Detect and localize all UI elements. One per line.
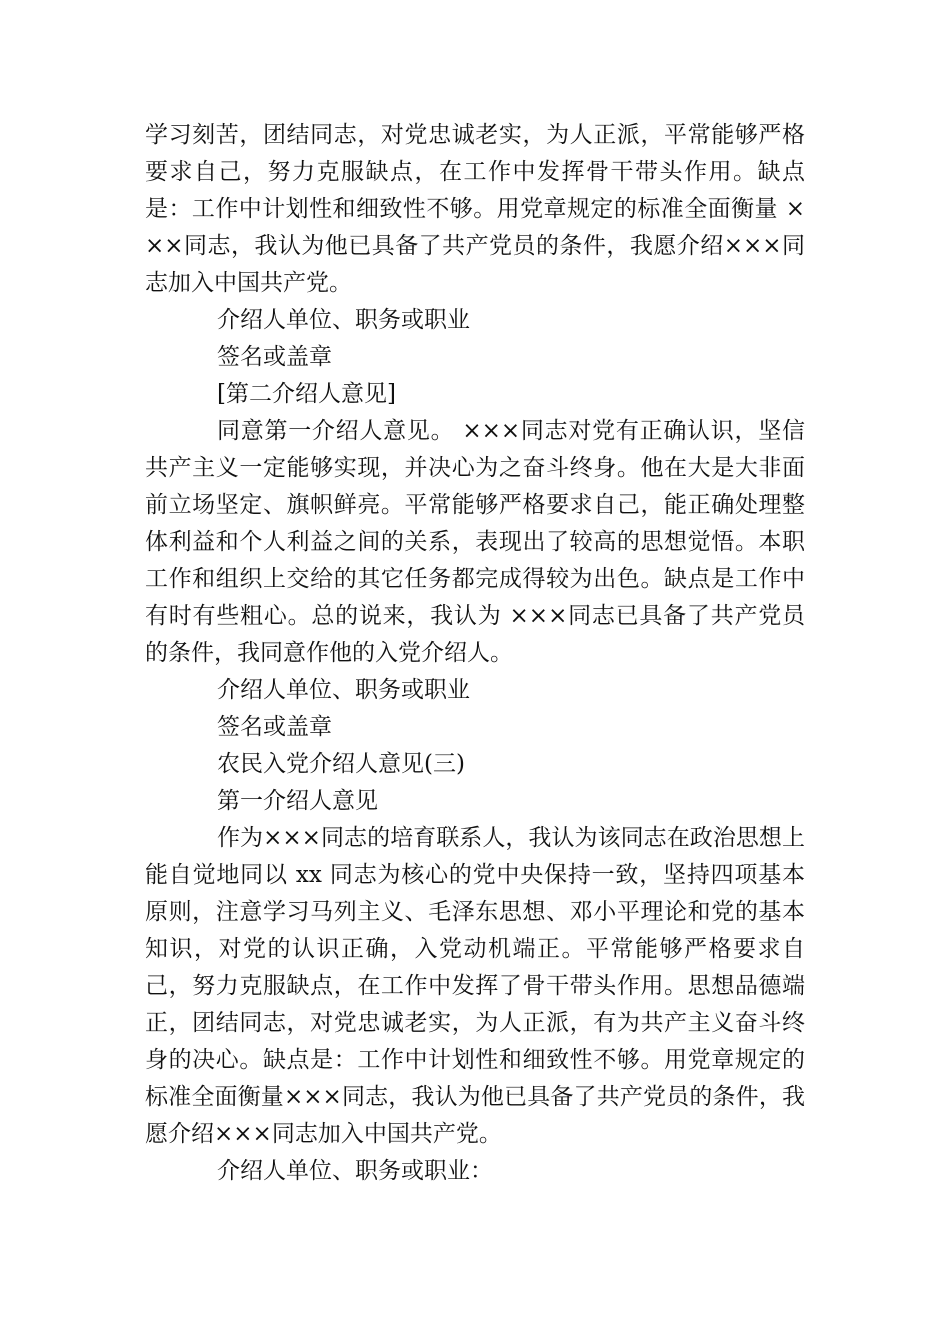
signature-label: 签名或盖章 [217, 714, 332, 740]
introducer-unit-label: 介绍人单位、职务或职业 [217, 677, 470, 703]
section-heading-second-introducer: [第二介绍人意见] [217, 381, 396, 407]
introducer-unit-label: 介绍人单位、职务或职业： [217, 1158, 493, 1184]
section-heading-first-introducer: 第一介绍人意见 [217, 788, 378, 814]
paragraph-first-introducer-opinion: 作为×××同志的培育联系人，我认为该同志在政治思想上能自觉地同以 xx 同志为核心的党中央保持一致，坚持四项基本原则，注意学习马列主义、毛泽东思想、邓小平理论和党的基本知识，对党的认识正确，入党动机端正。平常能够严格要求自己，努力克服缺点，在工作中发挥了骨干带头作用。思想品德端正，团结同志，对党忠诚老实，为人正派，有为共产主义奋斗终身的决心。缺点是：工作中计划性和细致性不够。用党章规定的标准全面衡量×××同志，我认为他已具备了共产党员的条件，我愿介绍×××同志加入中国共产党。 [145, 825, 805, 1147]
document-body [145, 117, 805, 1190]
paragraph-first-introducer-opinion-continued: 学习刻苦，团结同志，对党忠诚老实，为人正派，平常能够严格要求自己，努力克服缺点，在工作中发挥骨干带头作用。缺点是：工作中计划性和细致性不够。用党章规定的标准全面衡量 ×××同志，我认为他已具备了共产党员的条件，我愿介绍×××同志加入中国共产党。 [145, 122, 805, 296]
section-heading-farmer-opinion-3: 农民入党介绍人意见(三) [217, 751, 465, 777]
introducer-unit-label: 介绍人单位、职务或职业 [217, 307, 470, 333]
paragraph-second-introducer-opinion: 同意第一介绍人意见。 ×××同志对党有正确认识，坚信共产主义一定能够实现，并决心为之奋斗终身。他在大是大非面前立场坚定、旗帜鲜亮。平常能够严格要求自己，能正确处理整体利益和个人利益之间的关系，表现出了较高的思想觉悟。本职工作和组织上交给的其它任务都完成得较为出色。缺点是工作中有时有些粗心。总的说来，我认为 ×××同志已具备了共产党员的条件，我同意作他的入党介绍人。 [145, 418, 805, 666]
signature-label: 签名或盖章 [217, 344, 332, 370]
